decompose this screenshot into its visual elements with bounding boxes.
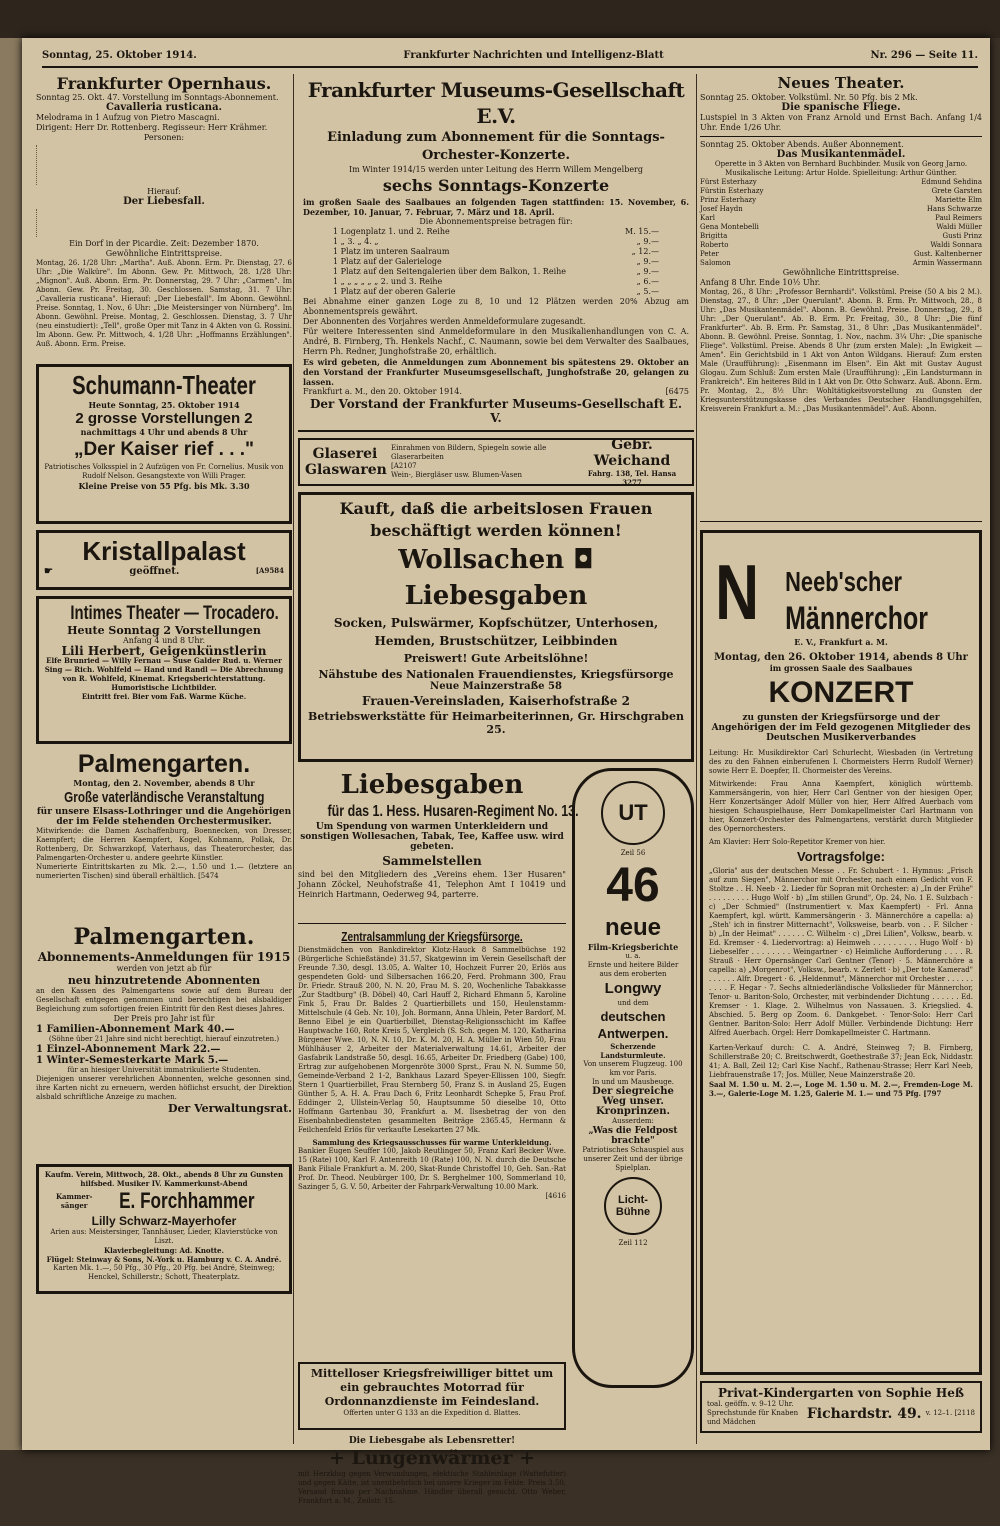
opera-line: Hierauf: (147, 187, 181, 196)
intimes-program: Elfe Brunried — Willy Fernau — Suse Galder Rud. u. Werner Sing — Rich. Wohlfeld — Hand und Randl — Die Abrechnung von R. Wohlfeld, Kinemat. Kriegsberichterstattung. Humoristische Lichtbilder. (44, 656, 284, 692)
cast-row (700, 196, 982, 205)
intimes-line: Heute Sonntag 2 Vorstellungen (67, 624, 261, 637)
neeb-mitwirkende: Mitwirkende: Frau Anna Kaempfert, königlich württemb. Kammersängerin, von hier, Herr Carl Gentner von der hiesigen Oper, Herr Konzertsänger Adolf Müller von hier, Herr Alfred Auerbach vom hiesigen Schauspielhause, Herr Domkapellmeister Carl Hartmann von hier, Konzert-Orchester des Palmengartens, verstärkt durch Mitglieder des Opernorchesters. (709, 780, 973, 833)
museum-code: [6475 (665, 387, 689, 396)
frauen-line: Betriebswerkstätte für Heimarbeiterinnen, Gr. Hirschgraben 25. (308, 710, 684, 736)
museum-line: Es wird gebeten, die Anmeldungen zum Abonnement bis spätestens 29. Oktober an den Vorstand der Frankfurter Museumsgesellschaft, Junghofstraße 20, gelangen zu lassen. (303, 357, 689, 387)
ut-line: Ernste und heitere Bilder aus dem eroberten (587, 961, 679, 978)
cast-row (700, 223, 982, 232)
neues-line: Sonntag 25. Oktober Abends. Außer Abonnement. (700, 140, 904, 149)
palmen1-line: Mitwirkende: die Damen Aschaffenburg, Boennecken, von Dresser, Kaempfert; die Herren Kaempfert, Kogel, Kohmann, Pollak, Dr. Rottenberg, Dr. Schwarzkopf, Vaterhaus, das Theaterorchester, das Palmengarten-Orchester u. andere geehrte Künstler. (36, 827, 292, 862)
zentral-heading: Sammlung des Kriegsausschusses für warme Unterkleidung. (312, 1138, 552, 1147)
museum-price-row (333, 247, 659, 257)
neeb-klavier: Am Klavier: Herr Solo-Repetitor Kremer von hier. (709, 838, 886, 846)
museum-line: Im Winter 1914/15 werden unter Leitung des Herrn Willem Mengelberg (348, 165, 643, 174)
forch-name: E. Forchhammer (119, 1188, 255, 1213)
museum-price-row (333, 267, 659, 277)
husaren-sammelstellen: Sammelstellen (382, 854, 482, 868)
neeb-date: Montag, den 26. Oktober 1914, abends 8 Uhr (714, 652, 968, 663)
middle-left-stack (298, 768, 579, 1526)
neues-line: Sonntag 25. Oktober. Volkstüml. Nr. 50 Pfg. bis 2 Mk. (700, 93, 918, 102)
museum-price-table (303, 227, 689, 297)
museum-line: Die Abonnementspreise betragen für: (419, 217, 573, 226)
forch-line: Karten Mk. 1.—, 50 Pfg., 30 Pfg., 20 Pfg. bei André, Steinweg; Henckel, Schillerstr.; Schott, Theaterplatz. (53, 1264, 275, 1281)
museum-title: Frankfurter Museums-Gesellschaft E.V. (307, 78, 685, 128)
cast-role: Gena Montebelli (700, 223, 759, 231)
palmen2-price: 1 Einzel-Abonnement Mark 22.— (36, 1044, 221, 1055)
price-value: „ 12.— (631, 247, 659, 256)
neeb-line: E. V., Frankfurt a. M. (794, 637, 888, 647)
sophie-addr: Fichardstr. 49. (806, 1405, 922, 1422)
frauendienst-ad (298, 492, 694, 762)
palmen2-price: 1 Familien-Abonnement Mark 40.— (36, 1024, 235, 1035)
motor-headline: Mittelloser Kriegsfreiwilliger bittet um ein gebrauchtes Motorrad für Ordonnanzdienste im Feindesland. (310, 1367, 554, 1408)
neues-line: Lustspiel in 3 Akten von Franz Arnold und Ernst Bach. Anfang 1/4 Uhr. Ende 1/26 Uhr. (700, 113, 982, 132)
cast-role: Brigitta (700, 232, 728, 240)
ut-logo (601, 781, 665, 845)
column-rule (696, 74, 697, 1444)
kristall-sub: geöffnet. (129, 566, 180, 577)
neeb-title-block (709, 537, 973, 637)
zentral-code: [4616 (545, 1192, 566, 1200)
neues-title: Neues Theater. (777, 74, 905, 92)
opera-line: Dirigent: Herr Dr. Rottenberg. Regisseur: Herr Krähmer. (36, 123, 268, 132)
price-label: 1 Logenplatz 1. und 2. Reihe (333, 227, 450, 236)
husaren-sub: für das 1. Hess. Husaren-Regiment No. 13. (327, 803, 579, 820)
lungenwaermer-ad (298, 1436, 566, 1526)
cast-actor: Armin Wassermann (912, 259, 982, 267)
price-value: M. 15.— (625, 227, 659, 236)
frauen-line: Neue Mainzerstraße 58 (430, 681, 562, 692)
cast-role: Roberto (700, 241, 729, 249)
column-rule (293, 74, 294, 1444)
neeb-title2: Männerchor (785, 600, 928, 636)
ut-line: Film-Kriegsberichte (587, 942, 679, 952)
neeb-initial: N (715, 548, 760, 636)
price-label: 1 „ „ „ „ „ „ 2. und 3. Reihe (333, 277, 443, 286)
opera-schedule: Montag, 26. 1/28 Uhr: „Martha". Auß. Abonn. Erm. Pr. Dienstag, 27. 6 Uhr: „Die Walküre". Im Abonn. Gew. Pr. Mittwoch, 28. 1/28 Uhr: „Mignon". Auß. Abonn. Erm. Pr. Donnerstag, 29. 7 Uhr: „Carmen". Im Abonn. Gew. Pr. Freitag, 30. Geschlossen. Samstag, 31. 7 Uhr: „Cavalleria rusticana". Hierauf: „Der Liebesfall". Im Abonn. Gewöhnl. Preise. Sonntag, 1. Nov., 6 Uhr: „Die Meistersinger von Nürnberg". Im Abonn. Gewöhnl. Preise. Montag, 2. Geschlossen. Dienstag, 3. 7 Uhr (neu einstudiert): „Tell", große Oper mit Tanz in 4 Akten von G. Rossini. Im Abonn. Gew. Pr. Mittwoch, 4. 1/28 Uhr: „Hoffmanns Erzählungen". Auß. Abonn. Erm. Preise. (36, 259, 292, 348)
lichtbuehne-text: Licht-Bühne (615, 1194, 651, 1218)
opera-notice (36, 74, 292, 364)
lungen-body: mit Herzklug gegen Verwundungen, elektische Stahleinlage (Wattefutter) und gegen Kälte, ist unentbehrlich bei unsere Krieger im Felde. Preis 3.50, Versand franko per Nachnahme. Händler überall gesucht. Otto Weber, Frankfurt a. M., Zeilstr. 15. (298, 1470, 566, 1505)
museum-subtitle: Einladung zum Abonnement für die Sonntags-Orchester-Konzerte. (327, 130, 665, 163)
neues-theater-notice (700, 74, 982, 522)
museum-price-row (333, 257, 659, 267)
cast-role: Fürst Esterhazy (700, 178, 757, 186)
ut-line: und dem (617, 999, 649, 1007)
husaren-line: Um Spendung von warmen Unterkleidern und sonstigen Wollesachen, Tabak, Tee, Kaffee usw. wird gebeten. (300, 822, 564, 852)
ut-line: Ausserdem: (612, 1117, 654, 1125)
palmen2-line: an den Kassen des Palmengartens sowie auf dem Bureau der Gesellschaft entgegen genommen und berechtigen bei alsbaldiger Begleichung zum sofortigen freien Eintritt für den Rest dieses Jahres. (36, 987, 292, 1013)
schumann-line: 2 grosse Vorstellungen 2 (75, 410, 253, 427)
ut-number: 46 (606, 859, 660, 912)
forch-line: Klavierbegleitung: Ad. Knotte. (104, 1246, 224, 1255)
intimes-title: Intimes Theater — Trocadero. (70, 603, 279, 624)
ut-zeil: Zeil 112 (618, 1239, 648, 1247)
weichand-code: [A2107 (391, 462, 417, 470)
cast-row (700, 232, 982, 241)
neeb-place: im grossen Saale des Saalbaues (769, 663, 913, 673)
price-label: 1 Platz auf den Seitengalerien über dem Balkon, 1. Reihe (333, 267, 567, 276)
schumann-title: Schumann-Theater (72, 370, 256, 400)
palmen2-line: Diejenigen unserer verehrlichen Abonnenten, welche gesonnen sind, ihre Karten nicht zu erneuern, werden höflichst ersucht, der Direktion alsbald schriftliche Anzeige zu machen. (36, 1075, 292, 1101)
neeb-preise: Saal M. 1.50 u. M. 2.—, Loge M. 1.50 u. M. 2.—, Fremden-Loge M. 3.—, Galerie-Loge M. 1.25, Galerie M. 1.— und 75 Pfg. [797 (709, 1080, 973, 1098)
newspaper-page (22, 38, 990, 1505)
frauen-line: Preiswert! Gute Arbeitslöhne! (403, 652, 589, 665)
neues-work: Das Musikantenmädel. (776, 149, 906, 160)
palmen2-line: (Söhne über 21 Jahre sind nicht berechtigt, hierauf einzutreten.) (48, 1035, 280, 1043)
museum-line: Bei Abnahme einer ganzen Loge zu 8, 10 und 12 Plätzen werden 20% Abzug am Abonnementspreis gewährt. (303, 297, 689, 316)
forch-kammer: Kammer- sänger (55, 1192, 93, 1210)
price-label: 1 Platz im unteren Saalraum (333, 247, 450, 256)
cast-row (700, 241, 982, 250)
kindergarten-ad (700, 1381, 982, 1433)
opera-cast-list (36, 145, 292, 185)
neues-line: Gewöhnliche Eintrittspreise. (782, 268, 900, 277)
frauen-items: Socken, Pulswärmer, Kopfschützer, Unterhosen, Hemden, Brustschützer, Leibbinden (333, 616, 659, 648)
cast-row (700, 250, 982, 259)
price-value: „ 9.— (636, 257, 659, 266)
ut-line: In und um Mausbeuge. (591, 1078, 674, 1086)
opera-cast-list (36, 209, 292, 237)
schumann-date: Heute Sonntag, 25. Oktober 1914 (88, 400, 240, 410)
ut-place: Longwy (604, 980, 662, 997)
header-date: Sonntag, 25. Oktober 1914. (42, 50, 197, 61)
lichtbuehne-logo (604, 1177, 662, 1235)
opera-line: Ein Dorf in der Picardie. Zeit: Dezember 1870. (69, 239, 259, 248)
forch-name2: Lilly Schwarz-Mayerhofer (91, 1214, 237, 1228)
motorrad-ad (298, 1362, 566, 1430)
palmen1-line: für unsere Elsass-Lothringer und die Angehörigen der im Felde stehenden Orchestermusiker. (36, 807, 292, 827)
cast-row (700, 178, 982, 187)
husaren-title: Liebesgaben (340, 770, 524, 800)
neues-cast-list (700, 178, 982, 268)
cast-row (700, 205, 982, 214)
cast-row (700, 259, 982, 268)
cast-actor: Gusti Prinz (942, 232, 982, 240)
forchhammer-ad (36, 1164, 292, 1294)
neeb-vortragsfolge: Vortragsfolge: (797, 849, 885, 864)
palmen2-line: für an hiesiger Universität immatrikulierte Studenten. (67, 1066, 261, 1074)
palmen2-signature: Der Verwaltungsrat. (167, 1102, 292, 1115)
price-value: „ 5.— (636, 287, 659, 296)
museum-price-row (333, 227, 659, 237)
opera-work: Der Liebesfall. (123, 196, 205, 207)
lungen-title: + Lungenwärmer + (328, 1447, 536, 1469)
weichand-ad (298, 438, 694, 486)
opera-title: Frankfurter Opernhaus. (56, 74, 272, 93)
sophie-line: v. 12–1. [2118 (925, 1409, 975, 1417)
divider (700, 136, 982, 137)
palmen2-line: werden von jetzt ab für (116, 964, 212, 973)
museum-price-row (333, 237, 659, 247)
frauen-line: Nähstube des Nationalen Frauendienstes, Kriegsfürsorge (318, 668, 674, 681)
neeb-title: Neeb'scher (785, 566, 903, 597)
forch-line: Arien aus: Meistersinger, Tannhäuser, Lieder, Klavierstücke von Liszt. (50, 1228, 278, 1245)
price-value: „ 6.— (636, 277, 659, 286)
palmen1-line: Montag, den 2. November, abends 8 Uhr (73, 778, 255, 788)
column-middle (298, 74, 694, 1526)
page-edge (0, 38, 22, 1450)
cast-role: Josef Haydn (700, 205, 743, 213)
ut-neue: neue (604, 914, 661, 941)
frauen-headline: Kauft, daß die arbeitslosen Frauen beschäftigt werden können! (339, 499, 653, 540)
ut-line: Patriotisches Schauspiel aus unserer Zeit und der übrige Spielplan. (582, 1146, 684, 1172)
price-label: 1 Platz auf der oberen Galerie (333, 287, 456, 296)
kristallpalast-ad (36, 530, 292, 590)
museum-date: Frankfurt a. M., den 20. Oktober 1914. (303, 387, 462, 396)
palmen1-line: Numerierte Eintrittskarten zu Mk. 2.—, 1.50 und 1.— (letztere an numerierten Tischen) sind überall erhältlich. [5474 (36, 863, 292, 880)
museum-gesellschaft-ad (298, 74, 694, 432)
kristall-title: Kristallpalast (82, 536, 246, 566)
opera-cast-heading: Personen: (143, 133, 185, 142)
neeb-leitung: Leitung: Hr. Musikdirektor Carl Schurlecht, Wiesbaden (in Vertretung des zu den Fahnen einberufenen I. Chormeisters Herrn Rudolf Werner) sowie Herr E. Doepfer, II. Chormeister des Vereins. (709, 749, 973, 775)
zentral-body2: Bankier Eugen Seuffer 100, Jakob Reutlinger 50, Franz Karl Becker Wwe. 15 (Rate) 100, Karl F. Antenreith 10 (Rate) 100, N. N. durch die Deutsche Bank Filiale Frankfurt a. M. 200, Skat-Runde Christoffel 10, Geh. San.-Rat Prof. Dr. Theod. Neubürger 100, Dr. S. Berghelmer 100, Sommerland 10, Sazinger 5, G. V. 50, Arbeiter der Fahrpark-Verwaltung 10.00 Mark. (298, 1147, 566, 1191)
schumann-work: „Der Kaiser rief . . ." (73, 439, 255, 460)
museum-price-row (333, 277, 659, 287)
ut-line: Scherzende Landsturmleute. (600, 1042, 666, 1060)
neues-work: Die spanische Fliege. (781, 102, 901, 113)
cast-actor: Gust. Kaltenberner (913, 250, 982, 258)
schumann-theater-ad (36, 364, 292, 524)
sophie-title: Privat-Kindergarten von Sophie Heß (718, 1386, 964, 1400)
ut-line: Der siegreiche Weg unser. Kronprinzen. (592, 1086, 674, 1117)
frauen-line: Frauen-Vereinsladen, Kaiserhofstraße 2 (362, 694, 630, 708)
header-page: Nr. 296 — Seite 11. (870, 50, 978, 61)
ut-zeil: Zeil 56 (620, 849, 646, 857)
header-paper: Frankfurter Nachrichten und Intelligenz-Blatt (403, 50, 664, 61)
lungen-line: Die Liebesgabe als Lebensretter! (348, 1436, 516, 1446)
weichand-line: Einrahmen von Bildern, Spiegeln sowie alle Glaserarbeiten (391, 444, 547, 461)
schumann-line: nachmittags 4 Uhr und abends 8 Uhr (80, 427, 248, 437)
ut-lichtbuehne-ad (572, 768, 694, 1526)
intimes-line: Anfang 4 und 8 Uhr. (122, 636, 206, 645)
cast-row (700, 187, 982, 196)
palmen2-price: 1 Winter-Semesterkarte Mark 5.— (36, 1055, 229, 1066)
neues-line: Operette in 3 Akten von Bernhard Buchbinder. Musik von Georg Jarno. Musikalische Leitung: Artur Holde. Spielleitung: Arthur Günther. (714, 160, 968, 177)
weichand-glaserei: Glaserei (312, 446, 378, 462)
schumann-prices: Kleine Preise von 55 Pfg. bis Mk. 3.30 (78, 481, 250, 491)
zentral-body: Dienstmädchen von Bankdirektor Klotz-Hauck 8 Sammelbüchse 192 (Bürgerliche Schießstände) 31.57, Skatgewinn im Verein Gesellschaft der Freunde 7.30, desgl. 13.05, A. Walter 10, Hochzeit Furrer 20, Erlös aus gespendeten Gold- und Silbersachen 166.20, Ferd. Prohmann 300, Frau Dr. Friedr. Strauß 200, N. N. 20, Frau M. S. 20, Wochenliche Tabakkasse „Zur Stadtburg" (B. Döbel) 40, Carl Hauff 2, Richard Ehmann 5, Karoline Fink 5, Frau Dr. Baldes 2 Quartierbillets und 150, Heulenstamm-Mittelschule (4 Geb. Nr. 10), Joh. Bormann, Anna Uhlein, Peter Bardorf, M. Benno Eibel je ein Quartierbillet, Dienstag-Religionsschicht im Kaffee Hauptwache 160, Rote Kreis 5, Vergleich (S. Sch. gegen M. 120, Katharina Bürgener Wwe. 10, N. N. 10, Dr. K. M. 20, H. A. Müller in Wien 50, Frau Mühlhäuser 2, Arbeiter der Materialverwaltung 14.61, Arbeiter der Gasfabrik Landstraße 50, desgl. 16.65, Arbeiter Dr. Friedberg (Gabe) 100, Ertrag zur aufgehobenen Morgenröte 3000 Sprst., Frau N. N. Summe 50, Gemeinde-Verband 2 1-2, Bankhaus Lazard Speyer-Ellissen 100, Siegfr. Stern 1 Quartierbillet, Frau Sternberg 50, Franz S. in Ausland 25, Eugen Günther 5, A. H. A. Frau Dach 6, Fritz Leonhardt Schepke 5, Frau Prof. Eddinger 2, Ullstein-Verlag 50, Hauptsumme 50 dieselbe 10, Otto Hoffmann Gartenbau 30, Frankfurt a. M. Ilsesbetrag der von den Eisenbahnbediensteten gesammelten Beiträge 2365.45, Hermann & Feilchenfeld Erlös für verkaufte Lesekarten 27 Mk. (298, 946, 566, 1134)
ut-play: „Was die Feldpost brachte" (588, 1126, 678, 1146)
cast-actor: Waldi Müller (936, 223, 982, 231)
hand-icon: ☛ (44, 566, 53, 577)
page-header (42, 50, 978, 68)
palmen1-title: Palmengarten. (77, 750, 251, 778)
cast-role: Prinz Esterhazy (700, 196, 757, 204)
intimes-line: Lili Herbert, Geigenkünstlerin (61, 644, 267, 658)
opera-work: Cavalleria rusticana. (105, 102, 223, 113)
cast-actor: Waldi Sonnara (930, 241, 982, 249)
price-value: „ 9.— (636, 237, 659, 246)
opera-line: Sonntag 25. Okt. 47. Vorstellung im Sonntags-Abonnement. (36, 93, 279, 102)
zentralsammlung-notice (298, 928, 566, 1358)
palmengarten-concert-ad (36, 750, 292, 920)
palmen2-title: Palmengarten. (73, 924, 255, 950)
scan-background (0, 0, 1000, 38)
neeb-program: „Gloria" aus der deutschen Messe . . Fr. Schubert · 1. Hymnus: „Frisch auf zum Siegen", Männerchor mit Orchester, nach einem Gedicht von F. Stoltze . . H. Neeb · 2. Lieder für Sopran mit Orchester: a) „In der Frühe" . . . . . . . . . Hugo Wolf · b) „Im stillen Grund", Op. 24, No. 1 E. Sulzbach · c) „Der Schmied" (Instrumentiert v. Max Kaempfert) · Frl. Anna Kaempfert, kgl. württ. Kammersängerin · 3. Männerchöre a capella: a) „Steh' ich in finstrer Mitternacht", Volksweise, bearb. von . . F. Silcher · b) „In der Heimat" . . . . . . C. Wilhelm · c) „Drei Lilien", Volksw., bearb. v. Ed. Kremser · 4. Liedervortrag: a) Heimweh . . . . . . . . . Hugo Wolf · b) Liebeselfer . . . . . . . . Weingartner · c) Heimliche Aufforderung . . . . R. Strauß · Herr Opernsänger Carl Gentner (Tenor) · 5. Männerchöre a capella: a) „Morgenrot", Volksw., bearb. v. Zerlett · b) „Der tote Kamerad" . . . . . . Alfr. Dregert · 6. „Heldenmut", Männerchor mit Orchester . . . . . . . . . . F. Hegar · 7. Sechs altniederländische Volkslieder für Männerchor, Tenor- u. Bariton-Solo, Orchester, mit verbindender Dichtung . . . . . . Ed. Kremser · 1. Klage. 2. Wilhelmus von Nassauen. 3. Kriegslied. 4. Abschied. 5. Berg op Zoom. 6. Dankgebet. · Tenor-Solo: Herr Carl Gentner. Bariton-Solo: Herr Adolf Müller. Verbindende Dichtung: Herr Alfred Auerbach. Orgel: Herr Domkapellmeister C. Hartmann. (709, 867, 973, 1037)
museum-line: im großen Saale des Saalbaues an folgenden Tagen stattfinden: 15. November, 6. Dezember, 10. Januar, 7. Februar, 7. März und 18. April. (303, 197, 689, 217)
neeb-line: zu gunsten der Kriegsfürsorge und der Angehörigen der im Feld gezogenen Mitglieder des Deutschen Musikerverbandes (711, 713, 971, 743)
opera-line: Melodrama in 1 Aufzug von Pietro Mascagni. (36, 113, 220, 122)
price-value: „ 9.— (636, 267, 659, 276)
price-label: 1 „ 3. „ 4. „ (333, 237, 379, 246)
cast-actor: Hans Schwarze (926, 205, 982, 213)
forch-line: Flügel: Steinway & Sons, N.-York u. Hamburg v. C. A. André. (46, 1255, 282, 1264)
motor-line: Offerten unter G 133 an die Expedition d. Blattes. (343, 1409, 521, 1417)
cast-actor: Mariette Elm (934, 196, 982, 204)
palmengarten-abonnement-ad (36, 924, 292, 1164)
neues-line: Anfang 8 Uhr. Ende 10½ Uhr. (700, 278, 821, 287)
cast-actor: Edmund Sehdina (921, 178, 982, 186)
museum-headline: sechs Sonntags-Konzerte (382, 176, 610, 195)
ut-line: Von unserem Flugzeug. 100 km vor Paris. (583, 1060, 683, 1077)
sophie-line: toal. geöffn. v. 9–12 Uhr. Sprechstunde für Knaben und Mädchen (707, 1400, 799, 1426)
palmen1-headline: Große vaterländische Veranstaltung (64, 789, 265, 806)
forch-line: Kaufm. Verein, Mittwoch, 28. Okt., abends 8 Uhr zu Gunsten hilfsbed. Musiker IV. Kammerkunst-Abend (44, 1170, 284, 1188)
zentral-title: Zentralsammlung der Kriegsfürsorge. (341, 929, 523, 944)
weichand-addr: Fahrg. 138, Tel. Hansa 3277 (587, 469, 677, 487)
museum-price-row (333, 287, 659, 297)
cast-role: Salomon (700, 259, 731, 267)
price-label: 1 Platz auf der Galerieloge (333, 257, 442, 266)
museum-signature: Der Vorstand der Frankfurter Museums-Gesellschaft E. V. (309, 397, 683, 425)
cast-role: Peter (700, 250, 719, 258)
neeb-karten: Karten-Verkauf durch: C. A. André, Steinweg 7; B. Firnberg, Schillerstraße 20; C. Breitschwerdt, Goethestraße 37; Jean Eck, Niddastr. 41; A. Ball, Zeil 12; Carl Kise Nachf., Rathenau-Strasse; Herr Karl Neeb, Liebfrauenstraße 17; Jos. Müller, Neue Mainzerstraße 20. (709, 1044, 973, 1079)
cast-role: Fürstin Esterhazy (700, 187, 764, 195)
schumann-line: Patriotisches Volksspiel in 2 Aufzügen von Fr. Cornelius. Musik von Rudolf Nelson. Gesangstexte von Willi Prager. (44, 463, 284, 480)
weichand-firm: Gebr. Weichand (593, 437, 671, 469)
frauen-big: Wollsachen ◘ Liebesgaben (398, 545, 594, 611)
cast-actor: Grete Garsten (931, 187, 982, 195)
cast-actor: Paul Reimers (935, 214, 982, 222)
ut-logo-text: UT (618, 800, 648, 825)
weichand-line: Wein-, Biergläser usw. Blumen-Vasen (391, 471, 522, 479)
palmen2-line: Abonnements-Anmeldungen für 1915 (37, 950, 291, 964)
neues-schedule: Montag, 26., 8 Uhr: „Professor Bernhardi". Volkstüml. Preise (50 A bis 2 M.). Dienstag, 27., 8 Uhr: „Der Querulant". Abonn. B. Erm. Pr. Mittwoch, 28., 8 Uhr: „Das Musikantenmädel". Abonn. B. Gewöhnl. Preise. Donnerstag, 29., 8 Uhr: „Der Querulant". Ab. B. Erm. Pr. Freitag, 30., 8 Uhr: „Die fünf Frankfurter". Ab. B. Erm. Pr. Samstag, 31., 8 Uhr: „Das Musikantenmädel". Abonn. B. Gewöhnl. Preise. Sonntag, 1. Nov., nachm. 3¼ Uhr: „Die spanische Fliege". Volkstüml. Preise. Abends 8 Uhr (zum ersten Male): „In Ewigkeit — Amen". Ein Gerichtsbild in 1 Akt von Anton Wildgans. Hierauf: Zum ersten Male (Uraufführung): „Eisenmann im Elsen". Ein Akt mit Gustav August Glogau. Zum Schluß: Zum ersten Male (Uraufführung): „Ein Landsturmann in Frankreich". Ein heiteres Bild in 1 Akt von Dr. Otto Schwarz. Auß. Abonn. Erm. Pr. Montag, 2., 8½ Uhr: Wohltätigkeitsvorstellung zu Gunsten der Kriegsunterstützungskasse des Verbandes Deutscher Handlungsgehilfen, Kreisverein Frankfurt a. M.: „Das Musikantenmädel". Auß. Abonn. (700, 288, 982, 413)
ut-place: deutschen Antwerpen. (597, 1009, 669, 1041)
neeb-konzert: KONZERT (768, 676, 914, 709)
neeb-maennerchor-ad (700, 530, 982, 1375)
intimes-theater-ad (36, 596, 292, 744)
intimes-line: Eintritt frei. Bier vom Faß. Warme Küche. (81, 692, 247, 701)
column-left (36, 74, 292, 1300)
cast-role: Karl (700, 214, 715, 222)
weichand-glaswaren: Glaswaren (305, 462, 387, 478)
column-right (700, 74, 982, 1439)
kristall-code: [A9584 (255, 566, 284, 575)
opera-line: Gewöhnliche Eintrittspreise. (105, 249, 223, 258)
husaren-ad (298, 768, 579, 924)
ut-line: u. a. (625, 952, 641, 960)
palmen2-line: neu hinzutretende Abonnenten (67, 974, 261, 987)
museum-line: Für weitere Interessenten sind Anmeldeformulare in den Musikalienhandlungen von C. A. André, B. Firnberg, Th. Henkels Nachf., C. Naumann, sowie bei dem Verwalter des Saalbaues, Herrn Ph. Redner, Junghofstraße 20, erhältlich. (303, 327, 689, 356)
museum-line: Der Abonnenten des Vorjahres werden Anmeldeformulare zugesandt. (303, 317, 586, 326)
palmen2-line: Der Preis pro Jahr ist für (113, 1014, 215, 1023)
cast-row (700, 214, 982, 223)
husaren-line: sind bei den Mitgliedern des „Vereins ehem. 13er Husaren" Johann Zöckel, Neuhofstraße 41, Telephon Amt I 10419 und Heinrich Hartmann, Oederweg 94, parterre. (298, 870, 566, 899)
